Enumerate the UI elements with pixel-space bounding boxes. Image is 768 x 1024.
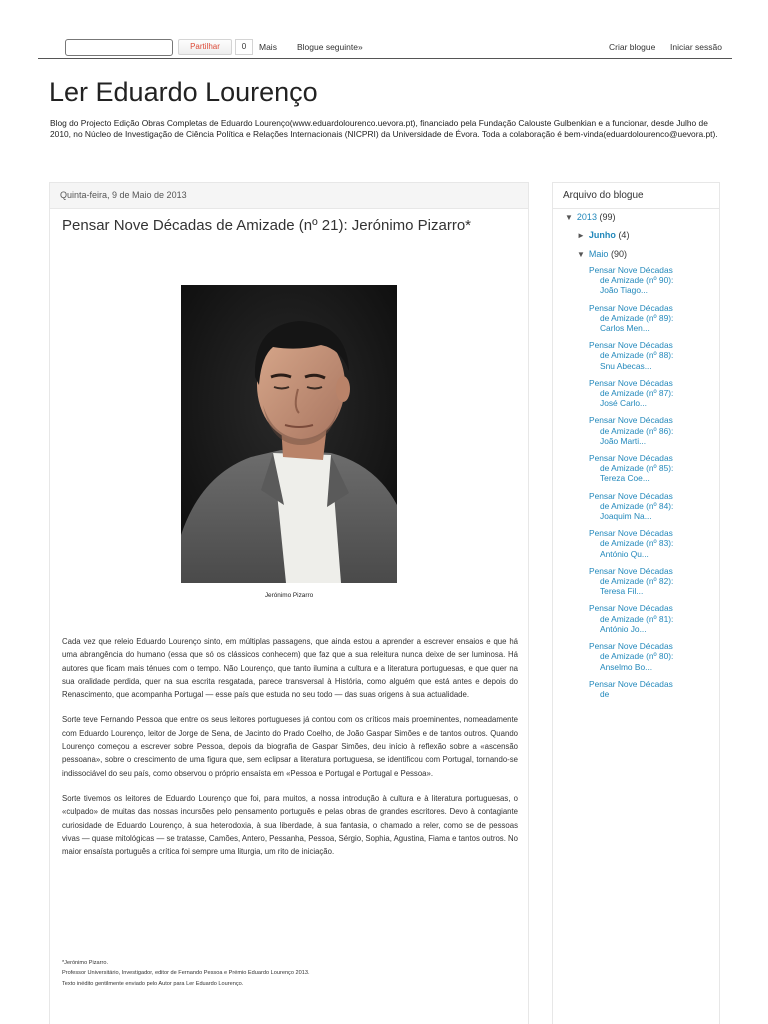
- post-footnotes: [62, 958, 518, 989]
- blogger-navbar: [0, 0, 768, 62]
- portrait-image: [181, 285, 397, 583]
- archive-post-link[interactable]: Pensar Nove Décadas de Amizade (nº 87): José Carlo...: [589, 377, 674, 409]
- post-body: [62, 635, 518, 870]
- archive-post-link[interactable]: Pensar Nove Décadas de Amizade (nº 88): Snu Abecas...: [589, 340, 674, 371]
- post-paragraph: Sorte tivemos os leitores de Eduardo Lourenço que foi, para muitos, a nossa introdução à cultura e à literatura portuguesas, o «culpado» de muitas das nossas incursões pelo pensamento português e pelas obras de grandes escritores. Devo à contagiante curiosidade de Eduardo Lourenço, à sua heterodoxia, à sua liberdade, à sua fantasia, o chamado a reler, como se de pessoas vivas — quase mitológicas — se tratasse, Camões, Antero, Pessanha, Pessoa, Sérgio, Sophia, Agustina, Fiama e tantos outros. No maior ensaísta português a crítica foi sempre uma liturgia, um rito de iniciação.: [62, 793, 518, 857]
- post-container: [49, 182, 529, 1024]
- share-button[interactable]: Partilhar: [178, 39, 232, 55]
- archive-post-link[interactable]: Pensar Nove Décadas de Amizade (nº 83): António Qu...: [589, 528, 674, 559]
- blog-archive-widget: [552, 182, 720, 1024]
- next-blog-link[interactable]: Blogue seguinte»: [297, 42, 363, 52]
- header-divider: [38, 58, 732, 59]
- triangle-down-icon[interactable]: ▼: [565, 213, 573, 222]
- search-input[interactable]: [65, 39, 173, 56]
- archive-post-link[interactable]: Pensar Nove Décadas de Amizade (nº 84): Joaquim Na...: [589, 490, 674, 522]
- post-date: Quinta-feira, 9 de Maio de 2013: [60, 190, 187, 200]
- share-count: 0: [235, 39, 253, 55]
- sign-in-link[interactable]: Iniciar sessão: [670, 42, 722, 52]
- archive-post-link[interactable]: Pensar Nove Décadas de Amizade (nº 82): Teresa Fil...: [589, 565, 674, 597]
- archive-month-link[interactable]: Maio: [588, 249, 609, 259]
- archive-month-may[interactable]: [577, 249, 627, 259]
- archive-month-link[interactable]: Junho: [588, 230, 616, 240]
- footnote: Texto inédito gentilmente enviado pelo Autor para Ler Eduardo Lourenço.: [62, 980, 244, 987]
- archive-post-link[interactable]: Pensar Nove Décadas de Amizade (nº 80): Anselmo Bo...: [589, 641, 674, 672]
- more-link[interactable]: Mais: [259, 42, 277, 52]
- post-paragraph: Cada vez que releio Eduardo Lourenço sinto, em múltiplas passagens, que ainda estou a aprender a escrever ensaios e que há uma abrangência do humano (essa que só os clássicos conhecem) que faz que a sua releitura nunca deixe de ser luminosa. Há autores que ficam mais ténues com o tempo. Não Lourenço, que tanto ilumina a cultura e a literatura portuguesas, e que quer na sua oralidade perdida, quer na sua escrita resgatada, parece transversal à História, como alguém que está antes e depois do Renascimento, que acompanha Portugal — esse país que estuda no seu todo — das suas origens à sua actualidade.: [62, 637, 518, 700]
- archive-year-2013[interactable]: [565, 212, 615, 222]
- archive-month-count: (90): [610, 249, 627, 259]
- archive-year-count: (99): [599, 212, 616, 222]
- footnote: *Jerónimo Pizarro.: [62, 960, 109, 966]
- create-blog-link[interactable]: Criar blogue: [609, 42, 656, 52]
- post-paragraph: Sorte teve Fernando Pessoa que entre os seus leitores portugueses já contou com os críticos mais proeminentes, nomeadamente com Eduardo Lourenço, leitor de Jorge de Sena, de Jacinto do Prado Coelho, de João Gaspar Simões e de tantos outros. Quando Lourenço começou a escrever sobre Pessoa, depois da biografia de Gaspar Simões, deu início à reflexão sobre a «ascensão pessoana», sobre o crescimento de uma figura que, sem eclipsar a literatura portuguesa, se identificou com Portugal, tornando-se indissociável do seu país, como observou o próprio ensaísta em «Pessoa e Portugal e Portugal e Pessoa».: [62, 715, 518, 778]
- archive-post-link[interactable]: Pensar Nove Décadas de Amizade (nº 90): João Tiago...: [589, 265, 674, 296]
- triangle-down-icon[interactable]: ▼: [577, 250, 585, 259]
- archive-post-list: [589, 265, 679, 706]
- archive-post-link[interactable]: Pensar Nove Décadas de Amizade (nº 85): Tereza Coe...: [589, 453, 674, 484]
- photo-caption: Jerónimo Pizarro: [264, 592, 314, 599]
- archive-header: [553, 183, 719, 209]
- archive-post-link[interactable]: Pensar Nove Décadas de Amizade (nº 89): Carlos Men...: [589, 302, 674, 334]
- footnote: Professor Universitário, Investigador, editor de Fernando Pessoa e Prémio Eduardo Lourenço 2013.: [62, 970, 310, 977]
- archive-post-link[interactable]: Pensar Nove Décadas de Amizade (nº 86): João Marti...: [589, 415, 674, 446]
- archive-post-link[interactable]: Pensar Nove Décadas de: [589, 678, 673, 699]
- triangle-right-icon[interactable]: ►: [577, 231, 585, 240]
- archive-year-link[interactable]: 2013: [576, 212, 597, 222]
- archive-title: Arquivo do blogue: [563, 190, 644, 201]
- date-header: [50, 183, 528, 209]
- archive-month-count: (4): [618, 230, 630, 240]
- author-photo[interactable]: [181, 285, 397, 583]
- blog-description: Blog do Projecto Edição Obras Completas de Eduardo Lourenço(www.eduardolourenco.uevora.pt), financiado pela Fundação Calouste Gulbenkian e a funcionar, desde Julho de 2010, no Núcleo de Investigação de Ciência Política e Relações Internacionais (NICPRI) da Universidade de Évora. Toda a colaboração é bem-vinda(eduardolourenco@uevora.pt).: [50, 118, 718, 140]
- archive-month-june[interactable]: [577, 230, 629, 240]
- archive-post-link[interactable]: Pensar Nove Décadas de Amizade (nº 81): António Jo...: [589, 603, 674, 634]
- post-title[interactable]: Pensar Nove Décadas de Amizade (nº 21): Jerónimo Pizarro*: [62, 217, 472, 234]
- blog-title[interactable]: Ler Eduardo Lourenço: [49, 77, 318, 107]
